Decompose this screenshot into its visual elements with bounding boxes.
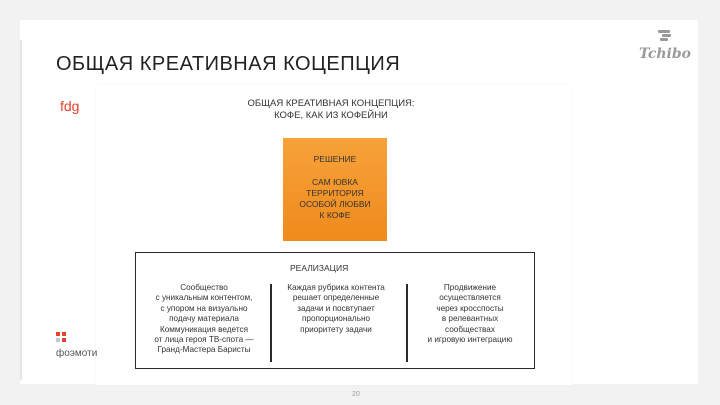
column-line: через кросспосты <box>436 303 504 313</box>
solution-body <box>283 177 387 221</box>
brand-square <box>62 338 66 342</box>
realization-column-rubrics <box>278 283 394 335</box>
column-line: задачи и посвтупает <box>297 303 375 313</box>
column-line: Каждая рубрика контента <box>287 283 385 292</box>
column-line: Коммуникация ведется <box>159 324 249 334</box>
left-accent-line <box>20 40 22 380</box>
column-line: пропорционально <box>301 314 371 324</box>
column-divider <box>406 284 408 362</box>
column-line: с упором на визуально <box>160 303 248 313</box>
concept-heading-line: КОФЕ, КАК ИЗ КОФЕЙНИ <box>274 110 388 121</box>
column-line: Сообщество <box>180 283 228 292</box>
slide-note: fdg <box>60 98 80 114</box>
column-line: решает определенные <box>292 293 380 303</box>
brand-name: фоэмоти <box>56 348 98 359</box>
concept-heading <box>232 98 430 122</box>
solution-line: ТЕРРИТОРИЯ <box>306 188 364 198</box>
realization-column-promotion <box>412 283 528 345</box>
brand-square <box>56 332 60 336</box>
column-divider <box>270 284 272 362</box>
solution-heading: РЕШЕНИЕ <box>313 154 357 164</box>
column-line: и игровую интеграцию <box>427 335 513 345</box>
brand-square <box>56 338 60 342</box>
column-line: сообществах <box>445 324 495 334</box>
page-number: 20 <box>352 391 360 398</box>
tchibo-logo-text: Tchibo <box>639 46 691 62</box>
column-line: Продвижение <box>443 283 497 292</box>
solution-line: К КОФЕ <box>319 210 351 220</box>
column-line: с уникальным контентом, <box>155 293 253 303</box>
brand-square <box>62 332 66 336</box>
concept-heading-line: ОБЩАЯ КРЕАТИВНАЯ КОНЦЕПЦИЯ: <box>247 98 415 109</box>
realization-column-community <box>142 283 266 356</box>
column-line: подачу материала <box>169 314 239 324</box>
solution-box <box>283 138 387 241</box>
column-line: от лица героя ТВ-спота — <box>154 335 254 345</box>
realization-label: РЕАЛИЗАЦИЯ <box>290 263 349 273</box>
column-line: осуществляется <box>439 293 501 303</box>
column-line: приоритету задачи <box>300 324 372 334</box>
slide-title: ОБЩАЯ КРЕАТИВНАЯ КОЦЕПЦИЯ <box>56 53 401 75</box>
column-line: Гранд-Мастера Баристы <box>157 345 251 355</box>
solution-line: ОСОБОЙ ЛЮБВИ <box>299 199 371 209</box>
solution-line: САМ ЮВКА <box>312 177 358 187</box>
column-line: в релевантных <box>441 314 499 324</box>
